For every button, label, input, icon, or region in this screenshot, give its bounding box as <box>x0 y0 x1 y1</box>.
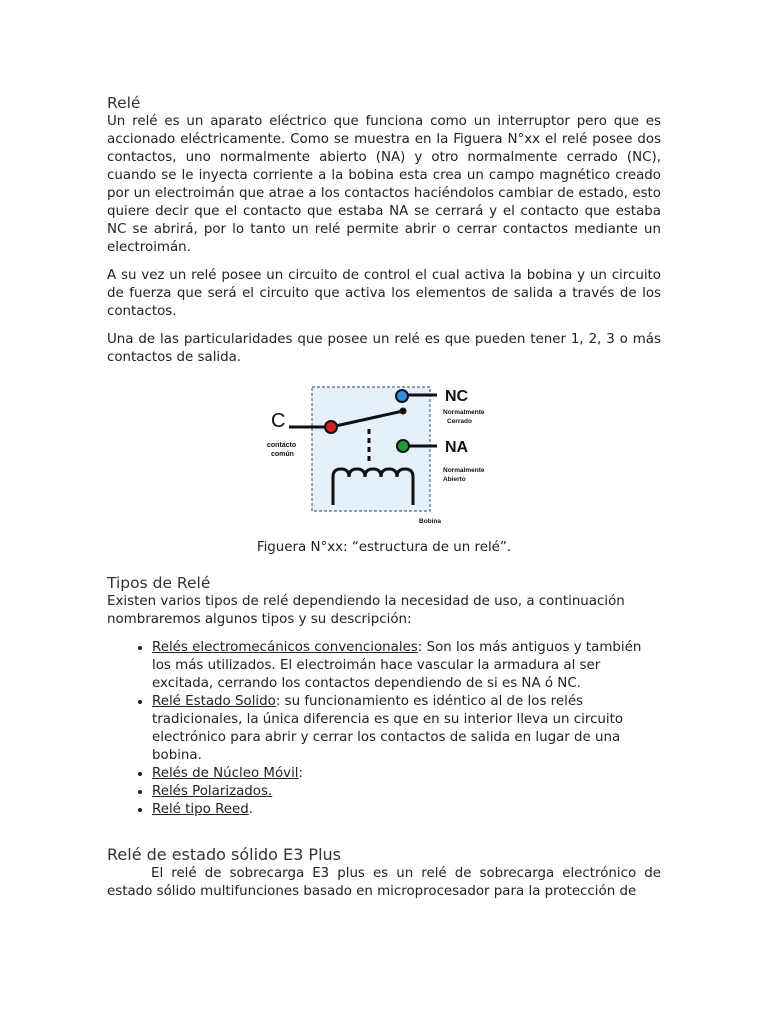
list-item <box>152 783 661 801</box>
nc-contact-dot <box>396 390 408 402</box>
section-title-rele: Relé <box>107 94 141 112</box>
type-name-polarizados: Relés Polarizados. <box>152 784 273 799</box>
type-desc: : <box>298 766 304 781</box>
list-item <box>152 639 661 693</box>
label-na: NA <box>445 439 469 456</box>
label-c: C <box>271 410 286 432</box>
label-nc-sub1: Normalmente <box>443 409 485 416</box>
section-title-e3-plus: Relé de estado sólido E3 Plus <box>107 845 341 864</box>
list-item <box>152 765 661 783</box>
relay-diagram <box>245 379 505 539</box>
label-nc: NC <box>445 388 469 405</box>
figure-caption: Figuera N°xx: “estructura de un relé”. <box>256 540 512 555</box>
relay-figure <box>107 379 661 559</box>
label-c-sub1: contacto <box>267 442 297 449</box>
paragraph-rele-definition: Un relé es un aparato eléctrico que funciona como un interruptor pero que es accionado eléctricamente. Como se muestra en la Figuera N°xx el relé posee dos contactos, uno normalmente abierto (NA) y otro normalmente cerrado (NC), cuando se le inyecta corriente a la bobina esta crea un campo magnético creado por un electroimán que atrae a los contactos haciéndolos cambiar de estado, esto quiere decir que el contacto que estaba NA se cerrará y el contacto que estaba NC se abrirá, por lo tanto un relé permite abrir o cerrar contactos mediante un electroimán. <box>107 114 661 255</box>
label-na-sub1: Normalmente <box>443 467 485 474</box>
type-name-nucleo-movil: Relés de Núcleo Móvil <box>152 766 299 781</box>
section-title-tipos: Tipos de Relé <box>107 574 211 592</box>
document-content <box>107 93 661 901</box>
paragraph-rele-circuits: A su vez un relé posee un circuito de control el cual activa la bobina y un circuito de fuerza que será el circuito que activa los elementos de salida a través de los contactos. <box>107 268 661 319</box>
relay-types-list <box>107 639 661 819</box>
paragraph-tipos-intro: Existen varios tipos de relé dependiendo la necesidad de uso, a continuación nombraremos algunos tipos y su descripción: <box>107 594 625 627</box>
label-nc-sub2: Cerrado <box>447 418 472 425</box>
paragraph-rele-contacts: Una de las particularidades que posee un relé es que pueden tener 1, 2, 3 o más contactos de salida. <box>107 332 661 365</box>
type-desc: . <box>248 802 254 817</box>
list-item <box>152 801 661 819</box>
type-name-estado-solido: Relé Estado Solido <box>152 694 276 709</box>
type-desc: : su funcionamiento es idéntico al de los relés tradicionales, la única diferencia es que en su interior lleva un circuito electrónico para abrir y cerrar los contactos de salida en lugar de una bobina. <box>152 694 624 763</box>
na-contact-dot <box>397 440 409 452</box>
list-item <box>152 693 661 765</box>
type-name-electromecanicos: Relés electromecánicos convencionales <box>152 640 418 655</box>
armature-pivot <box>400 408 407 415</box>
label-c-sub2: común <box>271 451 294 458</box>
type-name-reed: Relé tipo Reed <box>152 802 249 817</box>
label-na-sub2: Abierto <box>443 476 466 483</box>
label-bobina: Bobina <box>419 518 442 525</box>
paragraph-e3-plus: El relé de sobrecarga E3 plus es un relé de sobrecarga electrónico de estado sólido multifunciones basado en microprocesador para la protección de <box>107 866 661 899</box>
type-desc: : Son los más antiguos y también los más utilizados. El electroimán hace vascular la armadura al ser excitada, cerrando los contactos dependiendo de si es NA ó NC. <box>152 640 642 691</box>
common-contact-dot <box>325 421 337 433</box>
